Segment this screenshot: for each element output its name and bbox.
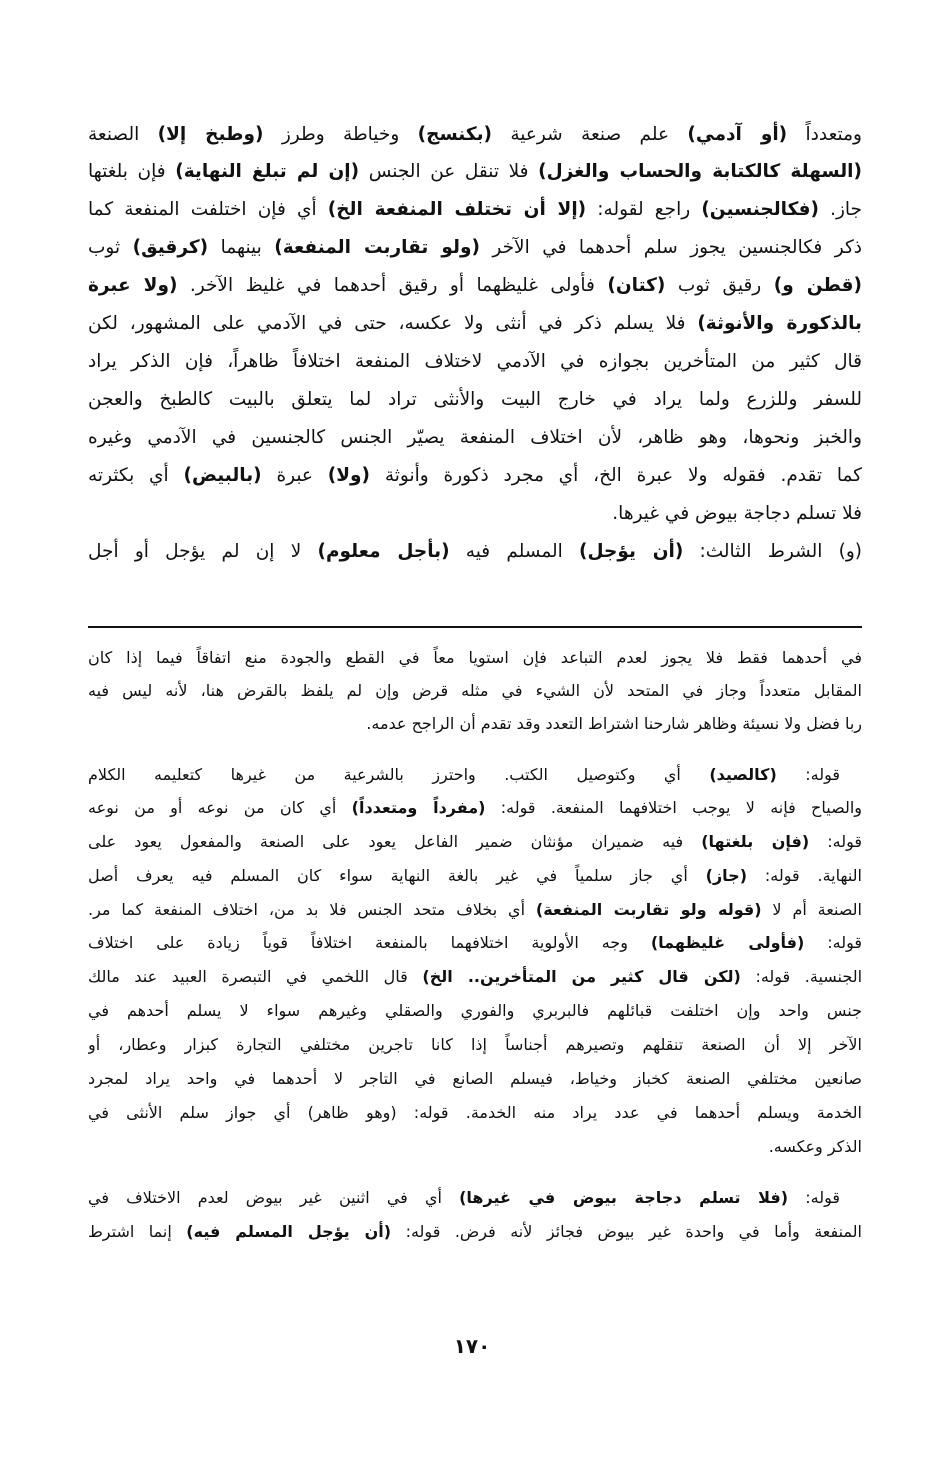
text-segment: قوله: xyxy=(776,765,841,784)
bold-matn-text: (قطن و) xyxy=(773,275,862,296)
commentary-line xyxy=(88,1182,862,1214)
commentary-line xyxy=(88,927,862,959)
text-segment: بينهما xyxy=(208,237,275,258)
main-text-line xyxy=(88,344,862,380)
commentary-line xyxy=(88,792,862,824)
bold-matn-text: (ولا) xyxy=(327,465,370,486)
commentary-line xyxy=(88,894,862,926)
commentary-line xyxy=(88,1131,862,1163)
commentary-line xyxy=(88,759,862,791)
text-segment: جاز. xyxy=(818,199,862,220)
text-segment: الذكر وعكسه. xyxy=(768,1137,862,1156)
bold-matn-text: (كتان) xyxy=(607,275,666,296)
text-segment: أي وكتوصيل الكتب. واحترز بالشرعية من غيرها كتعليمه الكلام xyxy=(88,765,710,784)
bold-matn-text: (وطبخ إلا) xyxy=(157,124,264,145)
text-segment: قال كثير من المتأخرين بجوازه في الآدمي لاختلاف المنفعة اختلافاً ظاهراً، فإن الذكر يراد xyxy=(88,351,862,372)
main-text-line xyxy=(88,458,862,494)
text-segment: فأولى غليظهما أو رقيق أحدهما في غليظ الآخر. xyxy=(177,275,608,296)
bold-matn-text: (لكن قال كثير من المتأخرين.. الخ) xyxy=(422,967,741,986)
commentary-line xyxy=(88,961,862,993)
commentary-line xyxy=(88,1097,862,1129)
bold-matn-text: (بكنسج) xyxy=(417,124,492,145)
commentary-line xyxy=(88,1216,862,1248)
text-segment: الخدمة ويسلم أحدهما في عدد يراد منه الخدمة. قوله: (وهو ظاهر) أي جواز سلم الأنثى في xyxy=(88,1103,862,1122)
commentary-line xyxy=(88,1029,862,1061)
text-segment: أي جاز سلمياً في غير بالغة النهاية سواء كان المسلم فيه يعرف أصل xyxy=(88,866,706,885)
bold-matn-text: (كالصيد) xyxy=(709,765,777,784)
text-segment: والصياح فإنه لا يوجب اختلافهما المنفعة. قوله: xyxy=(485,798,862,817)
bold-matn-text: (فكالجنسين) xyxy=(701,199,819,220)
main-text-line xyxy=(88,117,862,153)
text-segment: أي بكثرته xyxy=(88,465,184,486)
text-segment: قوله: xyxy=(804,933,862,952)
commentary-line xyxy=(88,708,862,740)
text-segment: الجنسية. قوله: xyxy=(740,967,862,986)
bold-matn-text: (إلا أن تختلف المنفعة الخ) xyxy=(327,199,587,220)
text-segment: المسلم فيه xyxy=(449,541,580,562)
text-segment: راجع لقوله: xyxy=(586,199,702,220)
bold-matn-text: (أن يؤجل المسلم فيه) xyxy=(186,1222,392,1241)
text-segment: ثوب xyxy=(88,237,133,258)
bold-matn-text: (السهلة كالكتابة والحساب والغزل) xyxy=(538,161,862,182)
bold-matn-text: (بأجل معلوم) xyxy=(317,541,450,562)
main-text-line xyxy=(88,382,862,418)
main-text-line xyxy=(88,534,862,570)
text-segment: إنما اشترط xyxy=(88,1222,187,1241)
commentary-line xyxy=(88,995,862,1027)
bold-matn-text: (فأولى غليظهما) xyxy=(650,933,805,952)
text-segment: ذكر فكالجنسين يجوز سلم أحدهما في الآخر xyxy=(479,237,862,258)
text-segment: فلا يسلم ذكر في أنثى ولا عكسه، حتى في الآدمي على المشهور، لكن xyxy=(88,313,698,334)
text-segment: قوله: xyxy=(788,1188,841,1207)
text-segment: جنس واحد وإن اختلفت قبائلهم فالبربري والفوري والصقلي وغيرهم سواء لا يسلم أحدهم في xyxy=(88,1001,862,1020)
page-number: ١٧٠ xyxy=(453,1334,491,1358)
text-segment: صانعين مختلفي الصنعة كخباز وخياط، فيسلم الصانع في التاجر لا أحدهما في واحد يراد لمجرد xyxy=(88,1069,862,1088)
bold-matn-text: (كرقيق) xyxy=(132,237,209,258)
main-text-line xyxy=(88,420,862,456)
text-segment: فإن بلغتها xyxy=(88,161,176,182)
main-text-line xyxy=(88,496,862,532)
text-segment: أي كان من نوعه أو من نوعه xyxy=(88,798,352,817)
commentary-line xyxy=(88,860,862,892)
text-segment: عبرة xyxy=(261,465,328,486)
text-segment: للسفر وللزرع ولما يراد في خارج البيت والأنثى تراد لما يتعلق بالبيت كالطبخ والعجن xyxy=(88,389,862,410)
commentary-line xyxy=(88,642,862,674)
bold-matn-text: (بالبيض) xyxy=(183,465,262,486)
bold-matn-text: بالذكورة والأنوثة) xyxy=(697,313,862,334)
bold-matn-text: (أن يؤجل) xyxy=(579,541,684,562)
text-segment: الصنعة xyxy=(88,124,158,145)
text-segment: رقيق ثوب xyxy=(665,275,774,296)
text-segment: ومتعدداً xyxy=(787,124,862,145)
bold-matn-text: (مفرداً ومتعدداً) xyxy=(351,798,486,817)
bold-matn-text: (فلا تسلم دجاجة بيوض في غيرها) xyxy=(459,1188,789,1207)
main-text-line xyxy=(88,154,862,190)
text-segment: كما تقدم. فقوله ولا عبرة الخ، أي مجرد ذكورة وأنوثة xyxy=(369,465,862,486)
footnote-divider xyxy=(88,626,862,628)
main-text-line xyxy=(88,268,862,304)
main-text-line xyxy=(88,230,862,266)
text-segment: علم صنعة شرعية xyxy=(491,124,688,145)
main-text-line xyxy=(88,306,862,342)
commentary-line xyxy=(88,675,862,707)
text-segment: ربا فضل ولا نسيئة وظاهر شارحنا اشتراط التعدد وقد تقدم أن الراجح عدمه. xyxy=(366,714,862,733)
text-segment: وخياطة وطرز xyxy=(263,124,418,145)
text-segment: فلا تسلم دجاجة بيوض في غيرها. xyxy=(612,503,862,524)
text-segment: أي فإن اختلفت المنفعة كما xyxy=(88,199,328,220)
text-segment: فلا تنقل عن الجنس xyxy=(359,161,539,182)
text-segment: المقابل متعدداً وجاز في المتحد لأن الشيء في مثله قرض وإن لم يلفظ بالقرض هنا، لأنه ليس فيه xyxy=(88,681,862,700)
text-segment: في أحدهما فقط فلا يجوز لعدم التباعد فإن استويا معاً في القطع والجودة منع اتفاقاً فيما إذا كان xyxy=(88,648,862,667)
text-segment: أي في اثنين غير بيوض لعدم الاختلاف في xyxy=(88,1188,460,1207)
text-segment: (و) الشرط الثالث: xyxy=(683,541,862,562)
text-segment: قوله: xyxy=(809,832,862,851)
text-segment: الآخر إلا أن الصنعة تنقلهم وتصيرهم أجناساً إذا كانا تاجرين مختلفي التجارة كبزار وعطار، أو xyxy=(88,1035,862,1054)
bold-matn-text: (فإن بلغتها) xyxy=(701,832,810,851)
text-segment: النهاية. قوله: xyxy=(747,866,862,885)
text-segment: والخبز ونحوها، وهو ظاهر، لأن اختلاف المنفعة يصيّر الجنس كالجنسين في الآدمي وغيره xyxy=(88,427,862,448)
bold-matn-text: (جاز) xyxy=(705,866,748,885)
text-segment: فيه ضميران مؤنثان ضمير الفاعل يعود على الصنعة والمفعول يعود على xyxy=(88,832,702,851)
text-segment: أي بخلاف متحد الجنس فلا بد من، اختلاف المنفعة كما مر. xyxy=(88,900,536,919)
commentary-line xyxy=(88,1063,862,1095)
text-segment: لا إن لم يؤجل أو أجل xyxy=(88,541,318,562)
bold-matn-text: (ولا عبرة xyxy=(88,275,178,296)
text-segment: الصنعة أم لا xyxy=(761,900,862,919)
bold-matn-text: (إن لم تبلغ النهاية) xyxy=(175,161,360,182)
main-text-line xyxy=(88,192,862,228)
commentary-line xyxy=(88,826,862,858)
bold-matn-text: (أو آدمي) xyxy=(687,124,788,145)
bold-matn-text: (قوله ولو تقاربت المنفعة) xyxy=(535,900,762,919)
text-segment: المنفعة وأما في واحدة غير بيوض فجائز لأنه فرض. قوله: xyxy=(391,1222,862,1241)
text-segment: وجه الأولوية اختلافهما بالمنفعة اختلافاً قوياً زيادة على اختلاف xyxy=(88,933,651,952)
text-segment: قال اللخمي في التبصرة العبيد عند مالك xyxy=(88,967,423,986)
bold-matn-text: (ولو تقاربت المنفعة) xyxy=(274,237,480,258)
